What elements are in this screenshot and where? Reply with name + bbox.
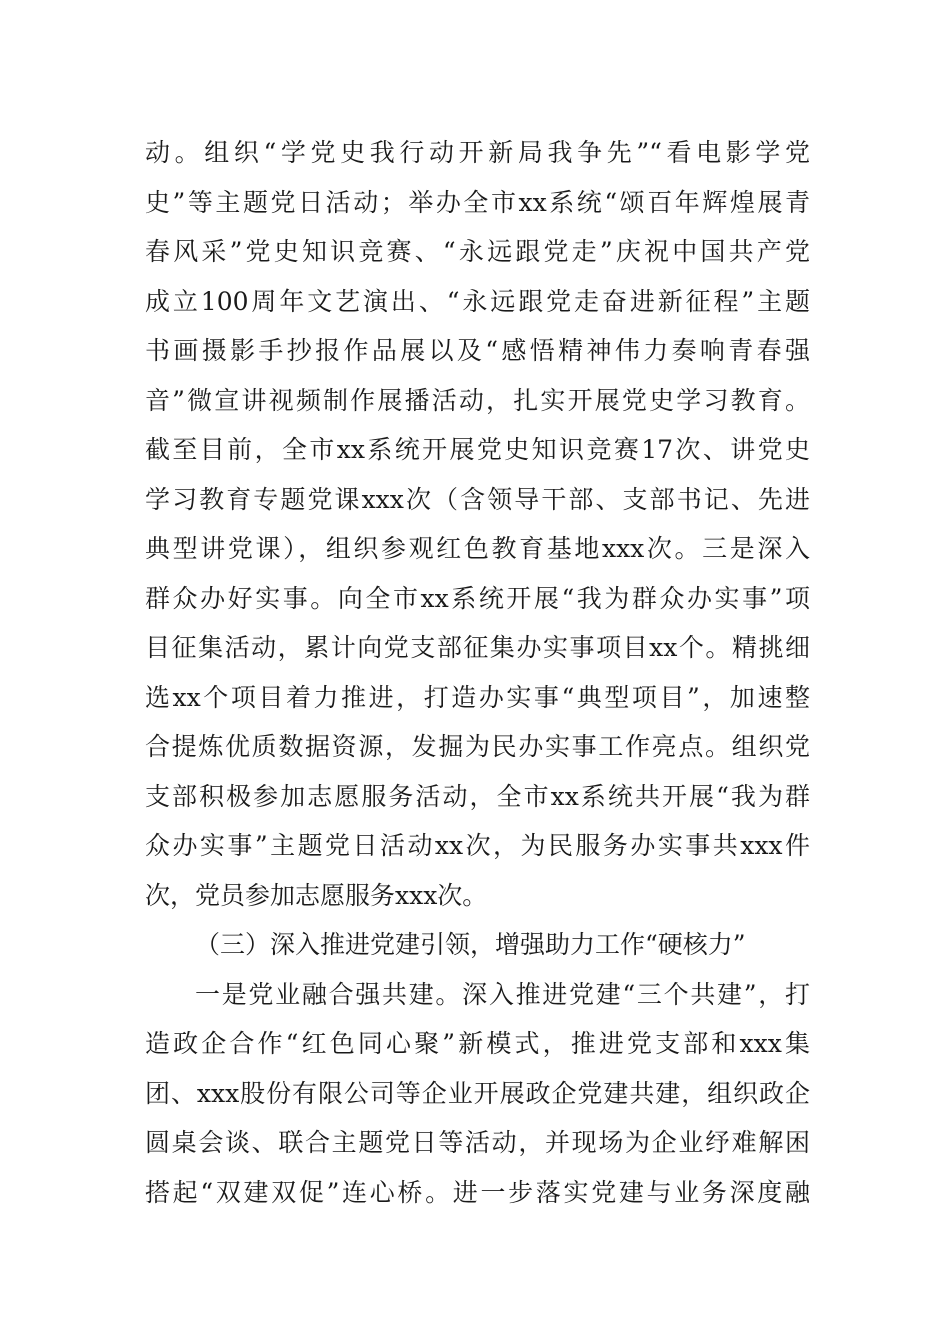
text-line: 目征集活动，累计向党支部征集办实事项目xx个。精挑细: [145, 633, 810, 662]
section-heading: （三）深入推进党建引领，增强助力工作“硬核力”: [195, 930, 746, 959]
text-line: 动。组织“学党史我行动开新局我争先”“看电影学党: [145, 138, 810, 167]
text-line: 群众办好实事。向全市xx系统开展“我为群众办实事”项: [145, 583, 810, 613]
text-line: 截至目前，全市xx系统开展党史知识竞赛17次、讲党史: [145, 435, 810, 464]
text-line: 众办实事”主题党日活动xx次，为民服务办实事共xxx件: [145, 831, 810, 860]
text-line: 春风采”党史知识竞赛、“永远跟党走”庆祝中国共产党: [145, 237, 810, 266]
text-line: 次，党员参加志愿服务xxx次。: [145, 880, 488, 910]
text-line: 合提炼优质数据资源，发掘为民办实事工作亮点。组织党: [145, 732, 810, 761]
text-line: 典型讲党课），组织参观红色教育基地xxx次。三是深入: [145, 534, 810, 563]
text-line: 搭起“双建双促”连心桥。进一步落实党建与业务深度融: [145, 1177, 810, 1207]
body-text: [145, 128, 810, 1217]
text-line: 选xx个项目着力推进，打造办实事“典型项目”，加速整: [145, 682, 810, 712]
text-line: 一是党业融合强共建。深入推进党建“三个共建”，打: [195, 979, 810, 1009]
text-line: 史”等主题党日活动；举办全市xx系统“颂百年辉煌展青: [145, 187, 810, 217]
text-line: 支部积极参加志愿服务活动，全市xx系统共开展“我为群: [145, 781, 810, 811]
text-line: 成立100周年文艺演出、“永远跟党走奋进新征程”主题: [145, 286, 810, 316]
text-line: 书画摄影手抄报作品展以及“感悟精神伟力奏响青春强: [145, 336, 810, 365]
text-line: 圆桌会谈、联合主题党日等活动，并现场为企业纾难解困: [145, 1128, 810, 1157]
text-line: 造政企合作“红色同心聚”新模式，推进党支部和xxx集: [145, 1029, 810, 1058]
text-line: 团、xxx股份有限公司等企业开展政企党建共建，组织政企: [145, 1078, 810, 1108]
text-line: 音”微宣讲视频制作展播活动，扎实开展党史学习教育。: [145, 385, 810, 415]
text-line: 学习教育专题党课xxx次（含领导干部、支部书记、先进: [145, 484, 810, 514]
